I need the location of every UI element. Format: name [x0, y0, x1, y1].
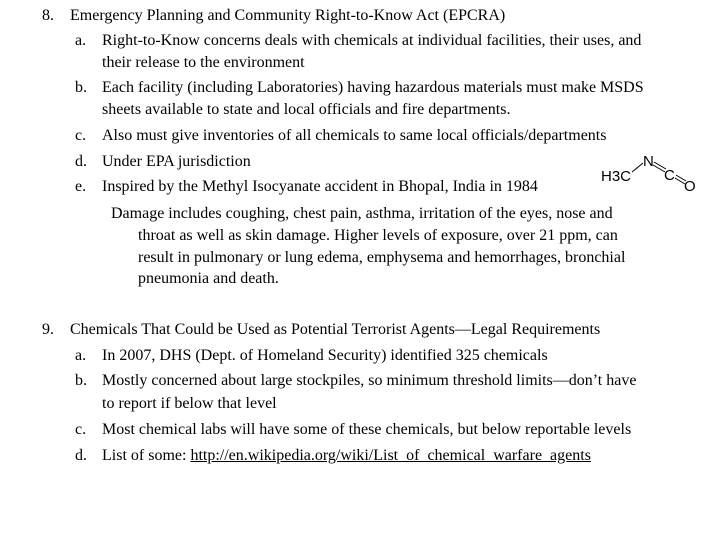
atom-o: O [684, 178, 696, 195]
atom-n: N [643, 153, 654, 170]
item-8b-line1: Each facility (including Laboratories) having hazardous materials must make MSDS [102, 79, 644, 96]
item-8a-letter: a. [75, 32, 87, 49]
item-9b-line2: to report if below that level [102, 395, 277, 412]
section-8-number: 8. [42, 7, 54, 24]
item-9a-letter: a. [75, 347, 87, 364]
section-8-title: Emergency Planning and Community Right-to-Know Act (EPCRA) [70, 7, 506, 24]
item-8c-line1: Also must give inventories of all chemicals to same local officials/departments [102, 127, 607, 144]
item-8e-line1: Inspired by the Methyl Isocyanate accident in Bhopal, India in 1984 [102, 178, 538, 195]
item-8b-line2: sheets available to state and local officials and fire departments. [102, 101, 511, 118]
item-9b-line1: Mostly concerned about large stockpiles, so minimum threshold limits—don’t have [102, 372, 637, 389]
atom-c: C [664, 167, 675, 184]
item-8a-line2: their release to the environment [102, 54, 305, 71]
item-8c-letter: c. [75, 127, 87, 144]
item-9c-line1: Most chemical labs will have some of these chemicals, but below reportable levels [102, 421, 632, 438]
note-line4: pneumonia and death. [138, 270, 279, 287]
section-9-number: 9. [42, 321, 54, 338]
section-9-title: Chemicals That Could be Used as Potential Terrorist Agents—Legal Requirements [70, 321, 601, 338]
item-9d-line1 [102, 446, 591, 466]
item-8b-letter: b. [75, 79, 87, 96]
wikipedia-link[interactable]: http://en.wikipedia.org/wiki/List_of_chemical_warfare_agents [190, 447, 591, 464]
item-8d-letter: d. [75, 153, 87, 170]
item-9d-text: List of some: [102, 447, 191, 464]
item-9b-letter: b. [75, 372, 87, 389]
item-8d-line1: Under EPA jurisdiction [102, 153, 251, 170]
item-8e-letter: e. [75, 178, 87, 195]
item-9d-letter: d. [75, 447, 87, 464]
item-9c-letter: c. [75, 421, 87, 438]
note-line1: Damage includes coughing, chest pain, asthma, irritation of the eyes, nose and [111, 205, 613, 222]
atom-h3c: H3C [601, 168, 632, 185]
item-9a-line1: In 2007, DHS (Dept. of Homeland Security) identified 325 chemicals [102, 347, 548, 364]
note-line2: throat as well as skin damage. Higher levels of exposure, over 21 ppm, can [138, 227, 618, 244]
item-8a-line1: Right-to-Know concerns deals with chemicals at individual facilities, their uses, and [102, 32, 642, 49]
methyl-isocyanate-structure [595, 150, 705, 200]
note-line3: result in pulmonary or lung edema, emphysema and hemorrhages, bronchial [138, 249, 626, 266]
